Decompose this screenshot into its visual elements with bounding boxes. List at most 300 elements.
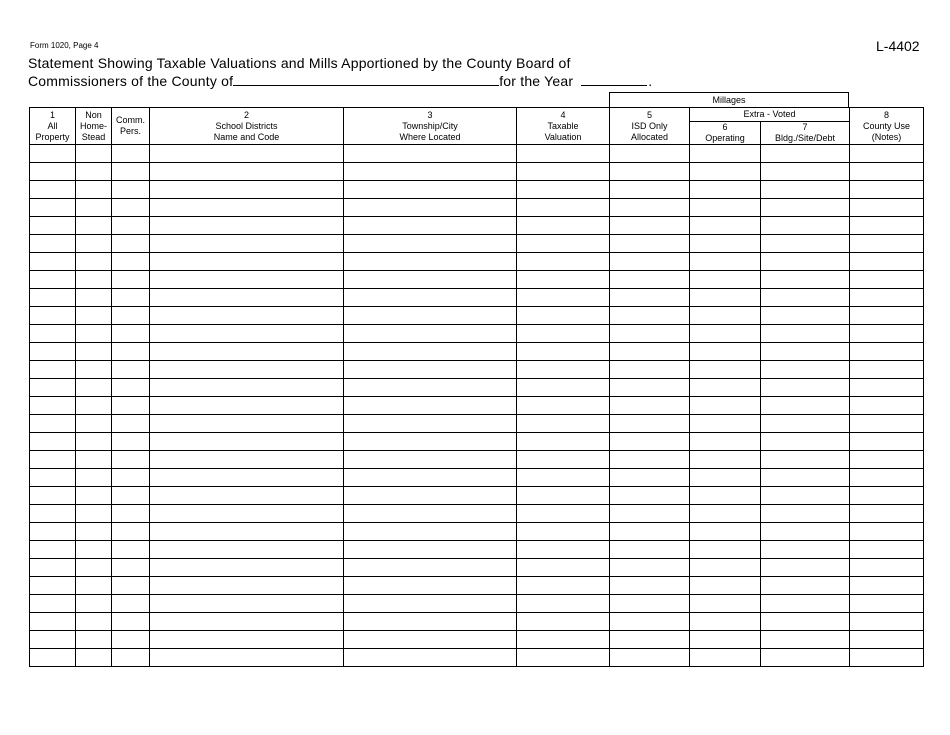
cell-operating[interactable] [690,379,761,397]
cell-non-homestead[interactable] [76,163,112,181]
cell-isd-allocated[interactable] [610,541,690,559]
cell-all-property[interactable] [30,433,76,451]
cell-township-city[interactable] [344,523,517,541]
cell-operating[interactable] [690,451,761,469]
cell-operating[interactable] [690,631,761,649]
cell-all-property[interactable] [30,343,76,361]
cell-isd-allocated[interactable] [610,361,690,379]
cell-non-homestead[interactable] [76,361,112,379]
cell-school-district[interactable] [150,271,344,289]
cell-non-homestead[interactable] [76,181,112,199]
cell-school-district[interactable] [150,343,344,361]
cell-school-district[interactable] [150,541,344,559]
cell-bldg-site-debt[interactable] [761,163,850,181]
cell-non-homestead[interactable] [76,235,112,253]
cell-township-city[interactable] [344,397,517,415]
cell-all-property[interactable] [30,613,76,631]
cell-bldg-site-debt[interactable] [761,145,850,163]
cell-bldg-site-debt[interactable] [761,271,850,289]
cell-county-use[interactable] [850,451,924,469]
cell-bldg-site-debt[interactable] [761,523,850,541]
cell-taxable-valuation[interactable] [517,451,610,469]
col-header-school-districts: 2 School Districts Name and Code [150,108,344,145]
cell-all-property[interactable] [30,217,76,235]
cell-school-district[interactable] [150,433,344,451]
cell-bldg-site-debt[interactable] [761,397,850,415]
cell-operating[interactable] [690,577,761,595]
cell-all-property[interactable] [30,451,76,469]
cell-taxable-valuation[interactable] [517,505,610,523]
cell-non-homestead[interactable] [76,217,112,235]
cell-taxable-valuation[interactable] [517,199,610,217]
cell-isd-allocated[interactable] [610,307,690,325]
cell-township-city[interactable] [344,271,517,289]
cell-county-use[interactable] [850,523,924,541]
cell-isd-allocated[interactable] [610,397,690,415]
cell-bldg-site-debt[interactable] [761,253,850,271]
cell-all-property[interactable] [30,523,76,541]
cell-operating[interactable] [690,415,761,433]
cell-comm-pers[interactable] [112,469,150,487]
cell-township-city[interactable] [344,469,517,487]
cell-township-city[interactable] [344,361,517,379]
cell-county-use[interactable] [850,415,924,433]
cell-county-use[interactable] [850,163,924,181]
cell-county-use[interactable] [850,379,924,397]
cell-township-city[interactable] [344,487,517,505]
cell-county-use[interactable] [850,307,924,325]
cell-county-use[interactable] [850,199,924,217]
cell-township-city[interactable] [344,325,517,343]
cell-comm-pers[interactable] [112,163,150,181]
cell-taxable-valuation[interactable] [517,271,610,289]
cell-taxable-valuation[interactable] [517,415,610,433]
cell-bldg-site-debt[interactable] [761,559,850,577]
cell-comm-pers[interactable] [112,433,150,451]
cell-non-homestead[interactable] [76,253,112,271]
cell-all-property[interactable] [30,361,76,379]
col-header-county-use: 8 County Use (Notes) [850,108,924,145]
cell-all-property[interactable] [30,253,76,271]
cell-bldg-site-debt[interactable] [761,595,850,613]
cell-operating[interactable] [690,523,761,541]
cell-taxable-valuation[interactable] [517,613,610,631]
cell-bldg-site-debt[interactable] [761,541,850,559]
cell-taxable-valuation[interactable] [517,595,610,613]
cell-bldg-site-debt[interactable] [761,433,850,451]
cell-township-city[interactable] [344,415,517,433]
cell-comm-pers[interactable] [112,523,150,541]
cell-comm-pers[interactable] [112,487,150,505]
cell-isd-allocated[interactable] [610,415,690,433]
cell-operating[interactable] [690,559,761,577]
title-period: . [648,73,653,89]
cell-all-property[interactable] [30,577,76,595]
cell-bldg-site-debt[interactable] [761,217,850,235]
cell-township-city[interactable] [344,145,517,163]
cell-operating[interactable] [690,595,761,613]
cell-county-use[interactable] [850,487,924,505]
cell-all-property[interactable] [30,235,76,253]
cell-township-city[interactable] [344,253,517,271]
cell-comm-pers[interactable] [112,415,150,433]
cell-all-property[interactable] [30,181,76,199]
cell-bldg-site-debt[interactable] [761,199,850,217]
cell-non-homestead[interactable] [76,199,112,217]
cell-operating[interactable] [690,163,761,181]
cell-township-city[interactable] [344,613,517,631]
cell-comm-pers[interactable] [112,595,150,613]
cell-township-city[interactable] [344,451,517,469]
cell-comm-pers[interactable] [112,379,150,397]
cell-operating[interactable] [690,325,761,343]
cell-township-city[interactable] [344,199,517,217]
cell-taxable-valuation[interactable] [517,361,610,379]
cell-school-district[interactable] [150,181,344,199]
cell-non-homestead[interactable] [76,397,112,415]
cell-isd-allocated[interactable] [610,325,690,343]
cell-bldg-site-debt[interactable] [761,289,850,307]
cell-school-district[interactable] [150,199,344,217]
cell-operating[interactable] [690,361,761,379]
cell-non-homestead[interactable] [76,649,112,667]
cell-bldg-site-debt[interactable] [761,613,850,631]
table-row [30,397,924,415]
cell-non-homestead[interactable] [76,145,112,163]
cell-bldg-site-debt[interactable] [761,181,850,199]
cell-school-district[interactable] [150,325,344,343]
cell-township-city[interactable] [344,541,517,559]
cell-county-use[interactable] [850,145,924,163]
cell-operating[interactable] [690,235,761,253]
cell-school-district[interactable] [150,145,344,163]
cell-bldg-site-debt[interactable] [761,577,850,595]
cell-school-district[interactable] [150,577,344,595]
cell-operating[interactable] [690,199,761,217]
cell-operating[interactable] [690,487,761,505]
cell-comm-pers[interactable] [112,505,150,523]
year-field[interactable] [581,73,647,86]
cell-township-city[interactable] [344,343,517,361]
cell-all-property[interactable] [30,469,76,487]
cell-non-homestead[interactable] [76,433,112,451]
cell-comm-pers[interactable] [112,361,150,379]
cell-county-use[interactable] [850,289,924,307]
cell-comm-pers[interactable] [112,235,150,253]
cell-township-city[interactable] [344,595,517,613]
cell-operating[interactable] [690,289,761,307]
cell-school-district[interactable] [150,469,344,487]
cell-school-district[interactable] [150,415,344,433]
cell-taxable-valuation[interactable] [517,631,610,649]
cell-taxable-valuation[interactable] [517,235,610,253]
cell-county-use[interactable] [850,649,924,667]
cell-county-use[interactable] [850,505,924,523]
cell-all-property[interactable] [30,271,76,289]
cell-taxable-valuation[interactable] [517,145,610,163]
cell-isd-allocated[interactable] [610,145,690,163]
cell-isd-allocated[interactable] [610,505,690,523]
cell-taxable-valuation[interactable] [517,487,610,505]
cell-operating[interactable] [690,541,761,559]
cell-township-city[interactable] [344,217,517,235]
cell-county-use[interactable] [850,325,924,343]
cell-all-property[interactable] [30,289,76,307]
cell-taxable-valuation[interactable] [517,253,610,271]
cell-isd-allocated[interactable] [610,253,690,271]
cell-county-use[interactable] [850,271,924,289]
cell-school-district[interactable] [150,523,344,541]
cell-bldg-site-debt[interactable] [761,505,850,523]
cell-operating[interactable] [690,505,761,523]
cell-isd-allocated[interactable] [610,559,690,577]
cell-non-homestead[interactable] [76,325,112,343]
cell-non-homestead[interactable] [76,343,112,361]
cell-isd-allocated[interactable] [610,235,690,253]
cell-isd-allocated[interactable] [610,379,690,397]
cell-comm-pers[interactable] [112,271,150,289]
cell-isd-allocated[interactable] [610,469,690,487]
cell-county-use[interactable] [850,235,924,253]
cell-taxable-valuation[interactable] [517,541,610,559]
cell-school-district[interactable] [150,307,344,325]
cell-isd-allocated[interactable] [610,613,690,631]
cell-isd-allocated[interactable] [610,577,690,595]
table-row [30,505,924,523]
cell-school-district[interactable] [150,253,344,271]
cell-school-district[interactable] [150,397,344,415]
cell-school-district[interactable] [150,289,344,307]
cell-taxable-valuation[interactable] [517,397,610,415]
cell-taxable-valuation[interactable] [517,181,610,199]
cell-taxable-valuation[interactable] [517,307,610,325]
cell-school-district[interactable] [150,595,344,613]
cell-comm-pers[interactable] [112,559,150,577]
cell-operating[interactable] [690,271,761,289]
cell-taxable-valuation[interactable] [517,469,610,487]
cell-bldg-site-debt[interactable] [761,487,850,505]
cell-operating[interactable] [690,613,761,631]
cell-all-property[interactable] [30,397,76,415]
cell-operating[interactable] [690,217,761,235]
cell-all-property[interactable] [30,595,76,613]
cell-township-city[interactable] [344,307,517,325]
cell-taxable-valuation[interactable] [517,163,610,181]
cell-county-use[interactable] [850,577,924,595]
cell-isd-allocated[interactable] [610,217,690,235]
cell-all-property[interactable] [30,145,76,163]
cell-comm-pers[interactable] [112,253,150,271]
cell-isd-allocated[interactable] [610,271,690,289]
cell-taxable-valuation[interactable] [517,433,610,451]
cell-all-property[interactable] [30,487,76,505]
cell-comm-pers[interactable] [112,451,150,469]
cell-township-city[interactable] [344,181,517,199]
cell-non-homestead[interactable] [76,541,112,559]
cell-taxable-valuation[interactable] [517,649,610,667]
cell-school-district[interactable] [150,649,344,667]
cell-bldg-site-debt[interactable] [761,361,850,379]
cell-isd-allocated[interactable] [610,595,690,613]
cell-taxable-valuation[interactable] [517,559,610,577]
cell-isd-allocated[interactable] [610,163,690,181]
table-row [30,595,924,613]
cell-bldg-site-debt[interactable] [761,379,850,397]
cell-bldg-site-debt[interactable] [761,469,850,487]
cell-all-property[interactable] [30,307,76,325]
cell-operating[interactable] [690,343,761,361]
cell-bldg-site-debt[interactable] [761,307,850,325]
cell-isd-allocated[interactable] [610,523,690,541]
cell-township-city[interactable] [344,577,517,595]
cell-all-property[interactable] [30,379,76,397]
cell-comm-pers[interactable] [112,631,150,649]
cell-school-district[interactable] [150,613,344,631]
cell-school-district[interactable] [150,361,344,379]
cell-isd-allocated[interactable] [610,433,690,451]
cell-non-homestead[interactable] [76,487,112,505]
cell-operating[interactable] [690,307,761,325]
cell-non-homestead[interactable] [76,631,112,649]
cell-comm-pers[interactable] [112,145,150,163]
cell-taxable-valuation[interactable] [517,343,610,361]
cell-non-homestead[interactable] [76,613,112,631]
cell-non-homestead[interactable] [76,379,112,397]
cell-county-use[interactable] [850,595,924,613]
cell-comm-pers[interactable] [112,613,150,631]
table-row [30,307,924,325]
cell-isd-allocated[interactable] [610,631,690,649]
cell-county-use[interactable] [850,253,924,271]
county-name-field[interactable] [233,73,499,86]
cell-township-city[interactable] [344,433,517,451]
cell-isd-allocated[interactable] [610,343,690,361]
cell-non-homestead[interactable] [76,289,112,307]
cell-all-property[interactable] [30,325,76,343]
cell-operating[interactable] [690,397,761,415]
cell-county-use[interactable] [850,613,924,631]
cell-school-district[interactable] [150,217,344,235]
cell-county-use[interactable] [850,541,924,559]
cell-county-use[interactable] [850,469,924,487]
cell-comm-pers[interactable] [112,577,150,595]
cell-all-property[interactable] [30,163,76,181]
cell-non-homestead[interactable] [76,415,112,433]
cell-school-district[interactable] [150,235,344,253]
table-row [30,181,924,199]
cell-county-use[interactable] [850,559,924,577]
cell-all-property[interactable] [30,541,76,559]
cell-operating[interactable] [690,469,761,487]
cell-non-homestead[interactable] [76,307,112,325]
cell-comm-pers[interactable] [112,217,150,235]
cell-county-use[interactable] [850,343,924,361]
cell-operating[interactable] [690,649,761,667]
cell-comm-pers[interactable] [112,343,150,361]
cell-comm-pers[interactable] [112,325,150,343]
cell-township-city[interactable] [344,631,517,649]
cell-school-district[interactable] [150,163,344,181]
cell-township-city[interactable] [344,559,517,577]
cell-all-property[interactable] [30,559,76,577]
cell-non-homestead[interactable] [76,451,112,469]
cell-non-homestead[interactable] [76,577,112,595]
cell-all-property[interactable] [30,649,76,667]
cell-non-homestead[interactable] [76,469,112,487]
cell-school-district[interactable] [150,487,344,505]
cell-taxable-valuation[interactable] [517,379,610,397]
cell-all-property[interactable] [30,415,76,433]
cell-non-homestead[interactable] [76,271,112,289]
cell-isd-allocated[interactable] [610,451,690,469]
cell-isd-allocated[interactable] [610,487,690,505]
cell-bldg-site-debt[interactable] [761,631,850,649]
cell-bldg-site-debt[interactable] [761,235,850,253]
cell-comm-pers[interactable] [112,541,150,559]
cell-operating[interactable] [690,145,761,163]
cell-taxable-valuation[interactable] [517,325,610,343]
cell-comm-pers[interactable] [112,307,150,325]
cell-isd-allocated[interactable] [610,289,690,307]
cell-school-district[interactable] [150,559,344,577]
cell-isd-allocated[interactable] [610,199,690,217]
cell-non-homestead[interactable] [76,523,112,541]
cell-township-city[interactable] [344,289,517,307]
cell-comm-pers[interactable] [112,181,150,199]
cell-non-homestead[interactable] [76,595,112,613]
cell-comm-pers[interactable] [112,289,150,307]
cell-operating[interactable] [690,253,761,271]
cell-isd-allocated[interactable] [610,649,690,667]
cell-school-district[interactable] [150,631,344,649]
cell-comm-pers[interactable] [112,199,150,217]
cell-taxable-valuation[interactable] [517,217,610,235]
cell-bldg-site-debt[interactable] [761,649,850,667]
cell-county-use[interactable] [850,361,924,379]
cell-all-property[interactable] [30,631,76,649]
cell-township-city[interactable] [344,379,517,397]
cell-taxable-valuation[interactable] [517,289,610,307]
cell-bldg-site-debt[interactable] [761,451,850,469]
cell-bldg-site-debt[interactable] [761,325,850,343]
cell-operating[interactable] [690,181,761,199]
cell-county-use[interactable] [850,217,924,235]
cell-school-district[interactable] [150,379,344,397]
cell-township-city[interactable] [344,649,517,667]
cell-operating[interactable] [690,433,761,451]
cell-isd-allocated[interactable] [610,181,690,199]
cell-school-district[interactable] [150,451,344,469]
cell-comm-pers[interactable] [112,649,150,667]
cell-township-city[interactable] [344,235,517,253]
cell-county-use[interactable] [850,631,924,649]
cell-township-city[interactable] [344,505,517,523]
cell-county-use[interactable] [850,181,924,199]
cell-county-use[interactable] [850,397,924,415]
cell-comm-pers[interactable] [112,397,150,415]
cell-all-property[interactable] [30,199,76,217]
cell-all-property[interactable] [30,505,76,523]
cell-county-use[interactable] [850,433,924,451]
cell-township-city[interactable] [344,163,517,181]
cell-bldg-site-debt[interactable] [761,415,850,433]
cell-non-homestead[interactable] [76,505,112,523]
cell-taxable-valuation[interactable] [517,577,610,595]
cell-non-homestead[interactable] [76,559,112,577]
cell-school-district[interactable] [150,505,344,523]
cell-bldg-site-debt[interactable] [761,343,850,361]
cell-taxable-valuation[interactable] [517,523,610,541]
